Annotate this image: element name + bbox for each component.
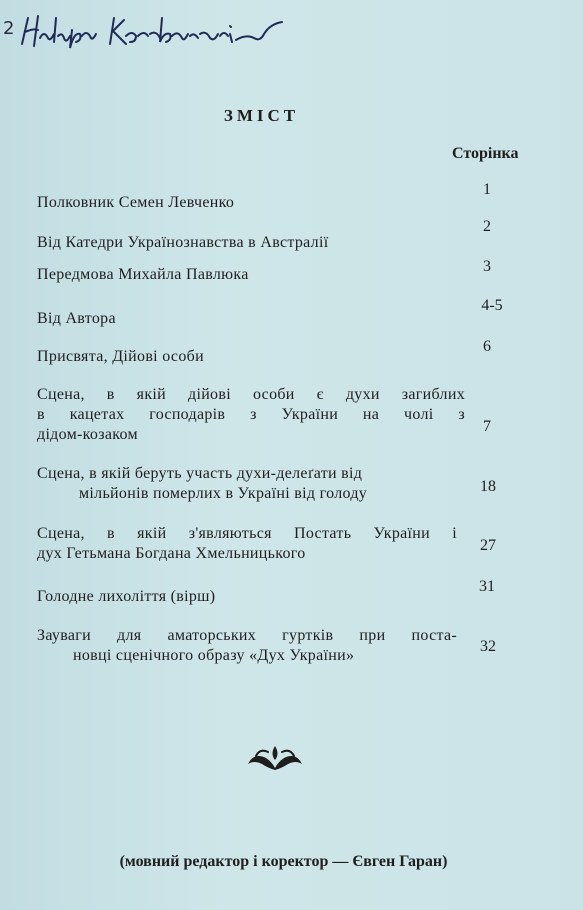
toc-entry-line: новці сценічного образу «Дух України» — [73, 647, 355, 664]
toc-entry-line: Сцена, в якій з'являються Постать України і — [37, 525, 457, 542]
toc-entry-line: Передмова Михайла Павлюка — [37, 266, 249, 283]
toc-entry — [37, 233, 467, 253]
toc-entry-line: мільйонів померлих в Україні від голоду — [79, 485, 368, 502]
toc-page-number: 1 — [483, 181, 491, 198]
toc-entry-line: Від Автора — [37, 310, 116, 327]
toc-title: ЗМІСТ — [223, 106, 300, 125]
toc-entry — [37, 385, 465, 445]
toc-entry-line: Сцена, в якій дійові особи є духи загиблих — [37, 386, 465, 403]
toc-entry — [37, 587, 467, 607]
toc-entry — [37, 626, 457, 666]
toc-entry — [37, 193, 467, 213]
toc-page-number: 4-5 — [481, 297, 503, 314]
toc-entry — [37, 464, 457, 504]
toc-entry — [37, 524, 457, 564]
toc-page-number: 32 — [480, 638, 496, 655]
toc-entry-line: Присвята, Дійові особи — [37, 348, 204, 365]
handwritten-signature — [14, 10, 294, 54]
toc-entry-line: дух Гетьмана Богдана Хмельницького — [37, 545, 306, 562]
toc-entry-line: Зауваги для аматорських гуртків при поста- — [37, 627, 457, 644]
toc-page-number: 27 — [480, 537, 496, 554]
toc-entry-line: Полковник Семен Левченко — [37, 194, 235, 211]
page-column-header: Сторінка — [452, 145, 519, 162]
toc-entry — [37, 347, 467, 367]
toc-entry-line: Голодне лихоліття (вірш) — [37, 588, 216, 605]
toc-page-number: 3 — [483, 258, 491, 275]
margin-mark: 2 — [3, 18, 15, 39]
toc-entry — [37, 309, 467, 329]
footer-editor-credit: (мовний редактор і коректор — Євген Гаран) — [119, 853, 448, 870]
ornament-icon — [244, 742, 306, 772]
toc-page-number: 7 — [483, 418, 491, 435]
toc-page-number: 2 — [483, 218, 491, 235]
toc-entry-line: дідом-козаком — [37, 426, 138, 443]
toc-entry-line: в кацетах господарів з України на чолі з — [37, 406, 465, 423]
toc-entry — [37, 265, 467, 285]
toc-entry-line: Сцена, в якій беруть участь духи-делеґати від — [37, 465, 363, 482]
toc-page-number: 31 — [479, 578, 495, 595]
toc-page-number: 6 — [483, 338, 491, 355]
toc-page-number: 18 — [480, 478, 496, 495]
toc-entry-line: Від Катедри Українознавства в Австралії — [37, 234, 329, 251]
